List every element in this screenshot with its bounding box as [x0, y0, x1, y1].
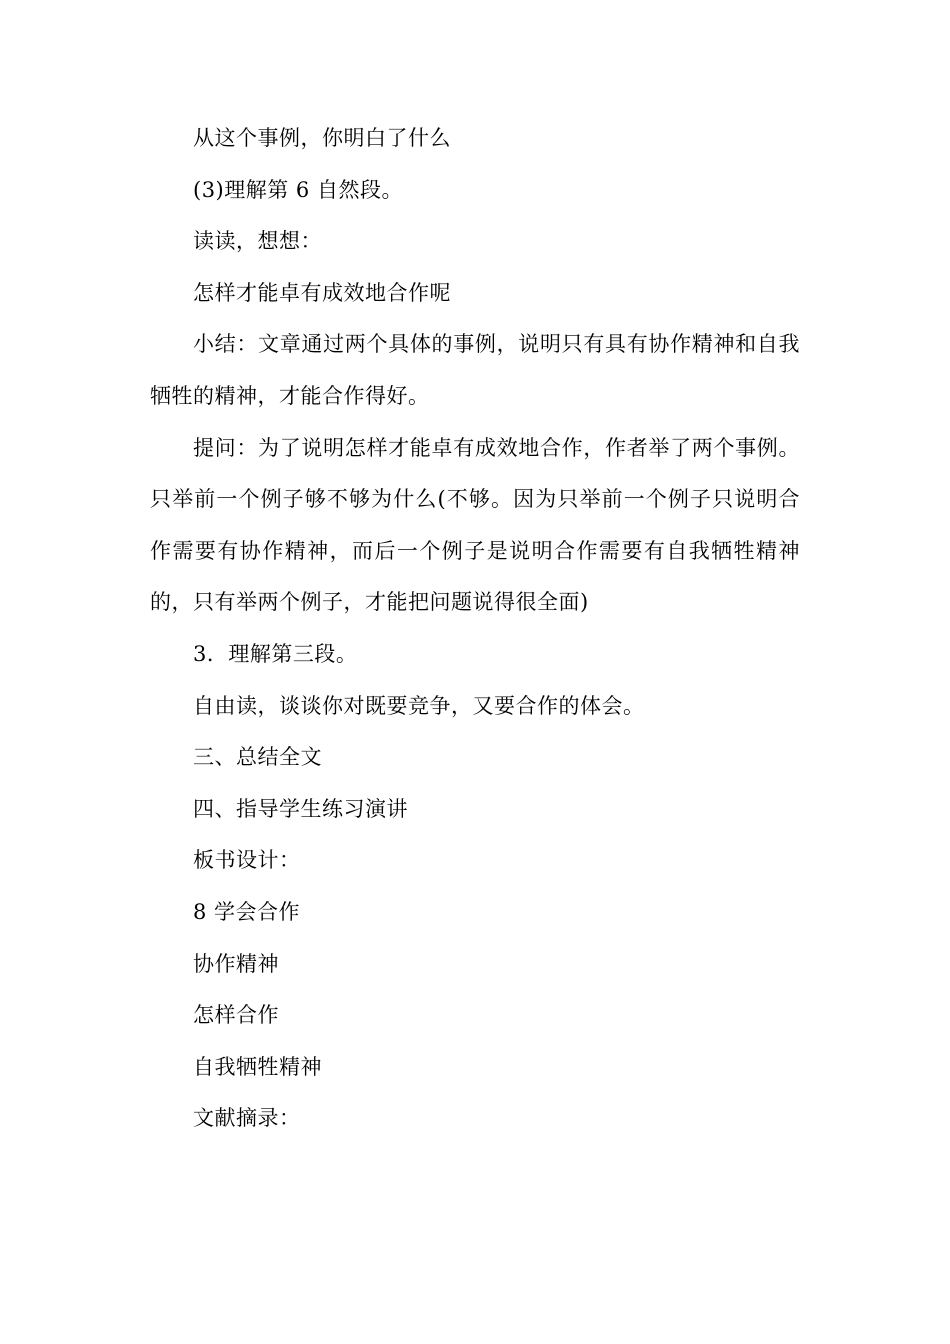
board-item-how-to-cooperate: 怎样合作 — [193, 1003, 279, 1028]
board-item-self-sacrifice: 自我牺牲精神 — [193, 1054, 322, 1079]
board-item-collaboration: 协作精神 — [193, 951, 279, 976]
paragraph-question-what-learned: 从这个事例，你明白了什么 — [193, 126, 451, 150]
heading-speech-practice: 四、指导学生练习演讲 — [193, 796, 408, 821]
heading-literature-excerpt: 文献摘录： — [193, 1106, 301, 1131]
heading-summarize-text: 三、总结全文 — [193, 745, 322, 770]
paragraph-summary: 小结：文章通过两个具体的事例，说明只有具有协作精神和自我牺牲的精神，才能合作得好。 — [150, 332, 800, 408]
board-title: 8 学会合作 — [193, 899, 301, 924]
paragraph-free-reading: 自由读，谈谈你对既要竞争，又要合作的体会。 — [193, 693, 645, 718]
paragraph-how-to-cooperate: 怎样才能卓有成效地合作呢 — [193, 280, 451, 305]
paragraph-understand-section-6: (3)理解第 6 自然段。 — [193, 177, 403, 202]
paragraph-question-two-examples: 提问：为了说明怎样才能卓有成效地合作，作者举了两个事例。只举前一个例子够不够为什么(不够。因为只举前一个例子只说明合作需要有协作精神，而后一个例子是说明合作需要有自我牺牲精神的，只有举两个例子，才能把问题说得很全面) — [150, 435, 800, 615]
heading-board-design: 板书设计： — [193, 848, 301, 873]
document-body — [150, 113, 800, 1145]
paragraph-understand-part-3: 3．理解第三段。 — [193, 641, 358, 666]
paragraph-read-and-think: 读读，想想： — [193, 229, 322, 254]
